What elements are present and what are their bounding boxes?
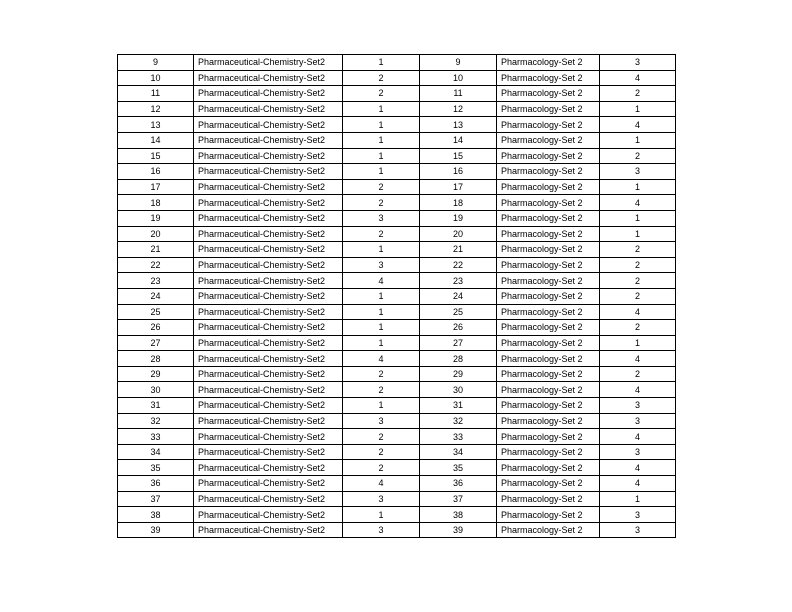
- answer-cell: 2: [600, 288, 676, 304]
- question-number-cell: 34: [420, 444, 497, 460]
- subject-set-cell: Pharmaceutical-Chemistry-Set2: [194, 132, 343, 148]
- answer-cell: 4: [343, 351, 420, 367]
- table-row: [118, 148, 676, 164]
- question-number-cell: 13: [420, 117, 497, 133]
- table-row: [118, 335, 676, 351]
- question-number-cell: 24: [420, 288, 497, 304]
- answer-cell: 1: [343, 132, 420, 148]
- question-number-cell: 17: [118, 179, 194, 195]
- subject-set-cell: Pharmacology-Set 2: [497, 429, 600, 445]
- subject-set-cell: Pharmacology-Set 2: [497, 101, 600, 117]
- question-number-cell: 18: [118, 195, 194, 211]
- table-row: [118, 444, 676, 460]
- answer-cell: 2: [343, 429, 420, 445]
- subject-set-cell: Pharmacology-Set 2: [497, 366, 600, 382]
- table-row: [118, 101, 676, 117]
- answer-cell: 3: [600, 413, 676, 429]
- answer-cell: 4: [343, 476, 420, 492]
- subject-set-cell: Pharmacology-Set 2: [497, 132, 600, 148]
- subject-set-cell: Pharmacology-Set 2: [497, 460, 600, 476]
- answer-cell: 1: [343, 55, 420, 71]
- question-number-cell: 27: [420, 335, 497, 351]
- answer-cell: 2: [343, 226, 420, 242]
- answer-cell: 3: [343, 522, 420, 538]
- subject-set-cell: Pharmaceutical-Chemistry-Set2: [194, 398, 343, 414]
- table-row: [118, 366, 676, 382]
- table-row: [118, 132, 676, 148]
- subject-set-cell: Pharmaceutical-Chemistry-Set2: [194, 117, 343, 133]
- table-row: [118, 413, 676, 429]
- answer-cell: 2: [600, 257, 676, 273]
- question-number-cell: 30: [420, 382, 497, 398]
- question-number-cell: 9: [118, 55, 194, 71]
- subject-set-cell: Pharmaceutical-Chemistry-Set2: [194, 507, 343, 523]
- subject-set-cell: Pharmaceutical-Chemistry-Set2: [194, 366, 343, 382]
- answer-cell: 2: [600, 366, 676, 382]
- question-number-cell: 17: [420, 179, 497, 195]
- table-row: [118, 195, 676, 211]
- subject-set-cell: Pharmacology-Set 2: [497, 226, 600, 242]
- answer-cell: 3: [343, 413, 420, 429]
- subject-set-cell: Pharmacology-Set 2: [497, 210, 600, 226]
- answer-cell: 4: [600, 117, 676, 133]
- answer-cell: 2: [600, 273, 676, 289]
- table-row: [118, 179, 676, 195]
- question-number-cell: 21: [118, 242, 194, 258]
- table-row: [118, 320, 676, 336]
- question-number-cell: 31: [420, 398, 497, 414]
- subject-set-cell: Pharmaceutical-Chemistry-Set2: [194, 351, 343, 367]
- question-number-cell: 35: [420, 460, 497, 476]
- question-number-cell: 10: [420, 70, 497, 86]
- question-number-cell: 21: [420, 242, 497, 258]
- subject-set-cell: Pharmaceutical-Chemistry-Set2: [194, 304, 343, 320]
- subject-set-cell: Pharmaceutical-Chemistry-Set2: [194, 55, 343, 71]
- subject-set-cell: Pharmaceutical-Chemistry-Set2: [194, 210, 343, 226]
- question-number-cell: 25: [118, 304, 194, 320]
- table-row: [118, 257, 676, 273]
- question-number-cell: 10: [118, 70, 194, 86]
- answer-cell: 4: [600, 195, 676, 211]
- subject-set-cell: Pharmacology-Set 2: [497, 288, 600, 304]
- answer-cell: 2: [343, 460, 420, 476]
- answer-cell: 4: [600, 382, 676, 398]
- subject-set-cell: Pharmaceutical-Chemistry-Set2: [194, 429, 343, 445]
- subject-set-cell: Pharmaceutical-Chemistry-Set2: [194, 226, 343, 242]
- subject-set-cell: Pharmacology-Set 2: [497, 382, 600, 398]
- subject-set-cell: Pharmaceutical-Chemistry-Set2: [194, 444, 343, 460]
- subject-set-cell: Pharmaceutical-Chemistry-Set2: [194, 413, 343, 429]
- question-number-cell: 33: [420, 429, 497, 445]
- question-number-cell: 19: [118, 210, 194, 226]
- subject-set-cell: Pharmacology-Set 2: [497, 444, 600, 460]
- subject-set-cell: Pharmaceutical-Chemistry-Set2: [194, 86, 343, 102]
- answer-cell: 3: [343, 210, 420, 226]
- table-row: [118, 70, 676, 86]
- answer-cell: 4: [600, 460, 676, 476]
- table-row: [118, 164, 676, 180]
- answer-cell: 4: [600, 304, 676, 320]
- answer-cell: 2: [343, 179, 420, 195]
- answer-cell: 1: [600, 132, 676, 148]
- subject-set-cell: Pharmacology-Set 2: [497, 522, 600, 538]
- question-number-cell: 37: [420, 491, 497, 507]
- question-number-cell: 11: [118, 86, 194, 102]
- question-number-cell: 37: [118, 491, 194, 507]
- answer-cell: 3: [600, 522, 676, 538]
- subject-set-cell: Pharmacology-Set 2: [497, 195, 600, 211]
- table-row: [118, 288, 676, 304]
- answer-cell: 1: [343, 335, 420, 351]
- answer-cell: 4: [600, 476, 676, 492]
- table-row: [118, 210, 676, 226]
- answer-key-body: [118, 55, 676, 538]
- answer-cell: 2: [343, 382, 420, 398]
- answer-cell: 1: [343, 164, 420, 180]
- subject-set-cell: Pharmacology-Set 2: [497, 70, 600, 86]
- subject-set-cell: Pharmacology-Set 2: [497, 491, 600, 507]
- question-number-cell: 16: [118, 164, 194, 180]
- question-number-cell: 39: [118, 522, 194, 538]
- answer-cell: 1: [343, 304, 420, 320]
- question-number-cell: 26: [118, 320, 194, 336]
- answer-cell: 1: [343, 148, 420, 164]
- question-number-cell: 15: [420, 148, 497, 164]
- answer-cell: 4: [600, 429, 676, 445]
- question-number-cell: 31: [118, 398, 194, 414]
- question-number-cell: 32: [420, 413, 497, 429]
- table-row: [118, 86, 676, 102]
- question-number-cell: 22: [118, 257, 194, 273]
- answer-cell: 1: [600, 226, 676, 242]
- answer-cell: 1: [343, 242, 420, 258]
- question-number-cell: 33: [118, 429, 194, 445]
- subject-set-cell: Pharmacology-Set 2: [497, 398, 600, 414]
- answer-cell: 2: [600, 86, 676, 102]
- table-row: [118, 273, 676, 289]
- answer-cell: 2: [343, 195, 420, 211]
- answer-cell: 1: [343, 398, 420, 414]
- question-number-cell: 23: [420, 273, 497, 289]
- answer-cell: 2: [343, 70, 420, 86]
- answer-cell: 3: [600, 398, 676, 414]
- answer-cell: 3: [600, 164, 676, 180]
- question-number-cell: 29: [118, 366, 194, 382]
- question-number-cell: 26: [420, 320, 497, 336]
- subject-set-cell: Pharmacology-Set 2: [497, 476, 600, 492]
- subject-set-cell: Pharmaceutical-Chemistry-Set2: [194, 320, 343, 336]
- table-row: [118, 351, 676, 367]
- subject-set-cell: Pharmacology-Set 2: [497, 117, 600, 133]
- question-number-cell: 28: [118, 351, 194, 367]
- table-row: [118, 429, 676, 445]
- subject-set-cell: Pharmaceutical-Chemistry-Set2: [194, 242, 343, 258]
- subject-set-cell: Pharmacology-Set 2: [497, 413, 600, 429]
- question-number-cell: 36: [420, 476, 497, 492]
- question-number-cell: 32: [118, 413, 194, 429]
- answer-cell: 1: [343, 507, 420, 523]
- answer-cell: 3: [343, 257, 420, 273]
- question-number-cell: 14: [118, 132, 194, 148]
- table-row: [118, 507, 676, 523]
- answer-cell: 2: [343, 366, 420, 382]
- question-number-cell: 38: [420, 507, 497, 523]
- subject-set-cell: Pharmaceutical-Chemistry-Set2: [194, 288, 343, 304]
- subject-set-cell: Pharmaceutical-Chemistry-Set2: [194, 382, 343, 398]
- answer-cell: 2: [343, 444, 420, 460]
- subject-set-cell: Pharmaceutical-Chemistry-Set2: [194, 476, 343, 492]
- answer-cell: 4: [600, 351, 676, 367]
- subject-set-cell: Pharmacology-Set 2: [497, 164, 600, 180]
- subject-set-cell: Pharmaceutical-Chemistry-Set2: [194, 335, 343, 351]
- answer-cell: 1: [600, 179, 676, 195]
- subject-set-cell: Pharmaceutical-Chemistry-Set2: [194, 179, 343, 195]
- table-row: [118, 476, 676, 492]
- question-number-cell: 29: [420, 366, 497, 382]
- table-row: [118, 226, 676, 242]
- question-number-cell: 20: [118, 226, 194, 242]
- table-row: [118, 398, 676, 414]
- question-number-cell: 23: [118, 273, 194, 289]
- question-number-cell: 27: [118, 335, 194, 351]
- answer-cell: 3: [343, 491, 420, 507]
- answer-key-table: [117, 54, 676, 538]
- subject-set-cell: Pharmacology-Set 2: [497, 179, 600, 195]
- answer-cell: 4: [343, 273, 420, 289]
- subject-set-cell: Pharmaceutical-Chemistry-Set2: [194, 491, 343, 507]
- subject-set-cell: Pharmacology-Set 2: [497, 304, 600, 320]
- subject-set-cell: Pharmacology-Set 2: [497, 242, 600, 258]
- question-number-cell: 25: [420, 304, 497, 320]
- question-number-cell: 28: [420, 351, 497, 367]
- table-row: [118, 242, 676, 258]
- question-number-cell: 20: [420, 226, 497, 242]
- question-number-cell: 12: [420, 101, 497, 117]
- answer-cell: 3: [600, 55, 676, 71]
- answer-cell: 3: [600, 444, 676, 460]
- subject-set-cell: Pharmaceutical-Chemistry-Set2: [194, 257, 343, 273]
- question-number-cell: 9: [420, 55, 497, 71]
- question-number-cell: 13: [118, 117, 194, 133]
- answer-cell: 1: [343, 101, 420, 117]
- subject-set-cell: Pharmacology-Set 2: [497, 86, 600, 102]
- answer-cell: 1: [600, 491, 676, 507]
- subject-set-cell: Pharmaceutical-Chemistry-Set2: [194, 522, 343, 538]
- answer-cell: 1: [343, 320, 420, 336]
- table-row: [118, 491, 676, 507]
- question-number-cell: 18: [420, 195, 497, 211]
- subject-set-cell: Pharmaceutical-Chemistry-Set2: [194, 195, 343, 211]
- subject-set-cell: Pharmacology-Set 2: [497, 148, 600, 164]
- subject-set-cell: Pharmacology-Set 2: [497, 257, 600, 273]
- question-number-cell: 39: [420, 522, 497, 538]
- subject-set-cell: Pharmacology-Set 2: [497, 320, 600, 336]
- subject-set-cell: Pharmaceutical-Chemistry-Set2: [194, 273, 343, 289]
- answer-cell: 2: [600, 242, 676, 258]
- question-number-cell: 15: [118, 148, 194, 164]
- question-number-cell: 12: [118, 101, 194, 117]
- answer-cell: 1: [343, 117, 420, 133]
- answer-cell: 1: [343, 288, 420, 304]
- subject-set-cell: Pharmaceutical-Chemistry-Set2: [194, 460, 343, 476]
- subject-set-cell: Pharmaceutical-Chemistry-Set2: [194, 70, 343, 86]
- question-number-cell: 30: [118, 382, 194, 398]
- question-number-cell: 24: [118, 288, 194, 304]
- question-number-cell: 16: [420, 164, 497, 180]
- table-row: [118, 55, 676, 71]
- question-number-cell: 22: [420, 257, 497, 273]
- subject-set-cell: Pharmacology-Set 2: [497, 351, 600, 367]
- question-number-cell: 14: [420, 132, 497, 148]
- answer-cell: 2: [600, 148, 676, 164]
- table-row: [118, 382, 676, 398]
- table-row: [118, 522, 676, 538]
- answer-cell: 3: [600, 507, 676, 523]
- answer-cell: 1: [600, 210, 676, 226]
- subject-set-cell: Pharmaceutical-Chemistry-Set2: [194, 101, 343, 117]
- question-number-cell: 38: [118, 507, 194, 523]
- answer-cell: 2: [343, 86, 420, 102]
- question-number-cell: 36: [118, 476, 194, 492]
- subject-set-cell: Pharmaceutical-Chemistry-Set2: [194, 164, 343, 180]
- answer-cell: 4: [600, 70, 676, 86]
- question-number-cell: 19: [420, 210, 497, 226]
- subject-set-cell: Pharmacology-Set 2: [497, 335, 600, 351]
- table-row: [118, 117, 676, 133]
- answer-cell: 1: [600, 335, 676, 351]
- subject-set-cell: Pharmaceutical-Chemistry-Set2: [194, 148, 343, 164]
- table-row: [118, 304, 676, 320]
- question-number-cell: 34: [118, 444, 194, 460]
- table-row: [118, 460, 676, 476]
- answer-cell: 2: [600, 320, 676, 336]
- subject-set-cell: Pharmacology-Set 2: [497, 55, 600, 71]
- answer-cell: 1: [600, 101, 676, 117]
- question-number-cell: 11: [420, 86, 497, 102]
- subject-set-cell: Pharmacology-Set 2: [497, 507, 600, 523]
- subject-set-cell: Pharmacology-Set 2: [497, 273, 600, 289]
- question-number-cell: 35: [118, 460, 194, 476]
